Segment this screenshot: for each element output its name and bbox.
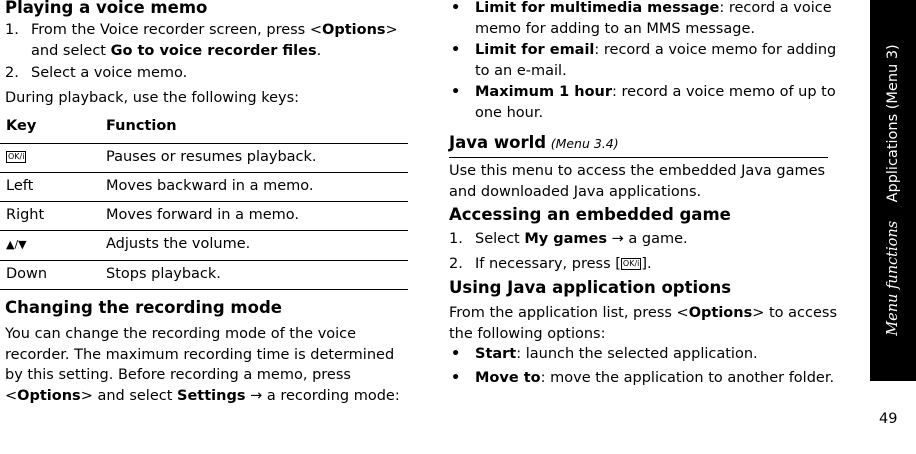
embedded-game-steps bbox=[449, 229, 854, 274]
table-row bbox=[0, 173, 408, 202]
key-cell bbox=[0, 144, 100, 173]
ok-i-key-icon: OK/i bbox=[622, 258, 640, 268]
table-row bbox=[0, 231, 408, 261]
side-label-applications: Applications (Menu 3) bbox=[884, 44, 901, 203]
side-label-menu-functions: Menu functions bbox=[884, 220, 901, 336]
list-item: • Maximum 1 hour: record a voice memo of up to one hour. bbox=[451, 84, 836, 121]
chapter-side-label bbox=[883, 44, 904, 335]
section-title-java-options: Using Java application options bbox=[449, 278, 732, 297]
key-cell: Down bbox=[0, 261, 100, 290]
column-header-key: Key bbox=[0, 113, 100, 144]
function-cell: Moves forward in a memo. bbox=[100, 202, 408, 231]
key-function-table bbox=[0, 113, 408, 290]
list-item: • Move to: move the application to another folder. bbox=[451, 369, 835, 386]
list-item: • Limit for email: record a voice memo for adding to an e-mail. bbox=[451, 42, 837, 79]
playing-steps bbox=[5, 20, 407, 84]
section-title-recording-mode: Changing the recording mode bbox=[5, 298, 282, 317]
recording-mode-text: You can change the recording mode of the voice recorder. The maximum recording time is determined by this setting. Before recording a memo, press <Options> and select Settings → a recording mode: bbox=[5, 326, 400, 404]
table-row bbox=[0, 144, 408, 173]
section-title-embedded-game: Accessing an embedded game bbox=[449, 205, 731, 224]
function-cell: Moves backward in a memo. bbox=[100, 173, 408, 202]
java-options-list bbox=[449, 344, 854, 388]
function-cell: Stops playback. bbox=[100, 261, 408, 290]
during-playback-text: During playback, use the following keys: bbox=[5, 90, 300, 106]
step-1: 1. Select My games → a game. bbox=[449, 231, 688, 247]
table-row bbox=[0, 261, 408, 290]
java-world-description: Use this menu to access the embedded Java games and downloaded Java applications. bbox=[449, 163, 826, 200]
function-cell: Pauses or resumes playback. bbox=[100, 144, 408, 173]
function-cell: Adjusts the volume. bbox=[100, 231, 408, 261]
key-cell: Left bbox=[0, 173, 100, 202]
ok-i-key-icon: OK/i bbox=[8, 152, 25, 161]
java-options-text: From the application list, press <Options> to access the following options: bbox=[449, 305, 838, 342]
step-2: 2. If necessary, press [ OK/i ]. bbox=[449, 255, 652, 272]
list-item: • Limit for multimedia message: record a voice memo for adding to an MMS message. bbox=[451, 0, 832, 37]
java-world-menu-number: (Menu 3.4) bbox=[550, 136, 619, 151]
key-cell: Right bbox=[0, 202, 100, 231]
key-cell bbox=[0, 231, 100, 261]
list-item: • Start: launch the selected application. bbox=[451, 346, 758, 362]
java-world-heading bbox=[449, 133, 828, 158]
recording-mode-list bbox=[449, 0, 854, 123]
up-down-key-icon: ▲/▼ bbox=[6, 238, 27, 251]
table-header-row bbox=[0, 113, 408, 144]
page-number: 49 bbox=[879, 411, 898, 427]
section-title-playing: Playing a voice memo bbox=[5, 0, 208, 17]
column-header-function: Function bbox=[100, 113, 408, 144]
table-row bbox=[0, 202, 408, 231]
step-2: 2. Select a voice memo. bbox=[5, 65, 188, 81]
step-1: 1. From the Voice recorder screen, press <Options> and select Go to voice recorder files. bbox=[5, 22, 398, 59]
java-world-title: Java world bbox=[449, 133, 547, 152]
